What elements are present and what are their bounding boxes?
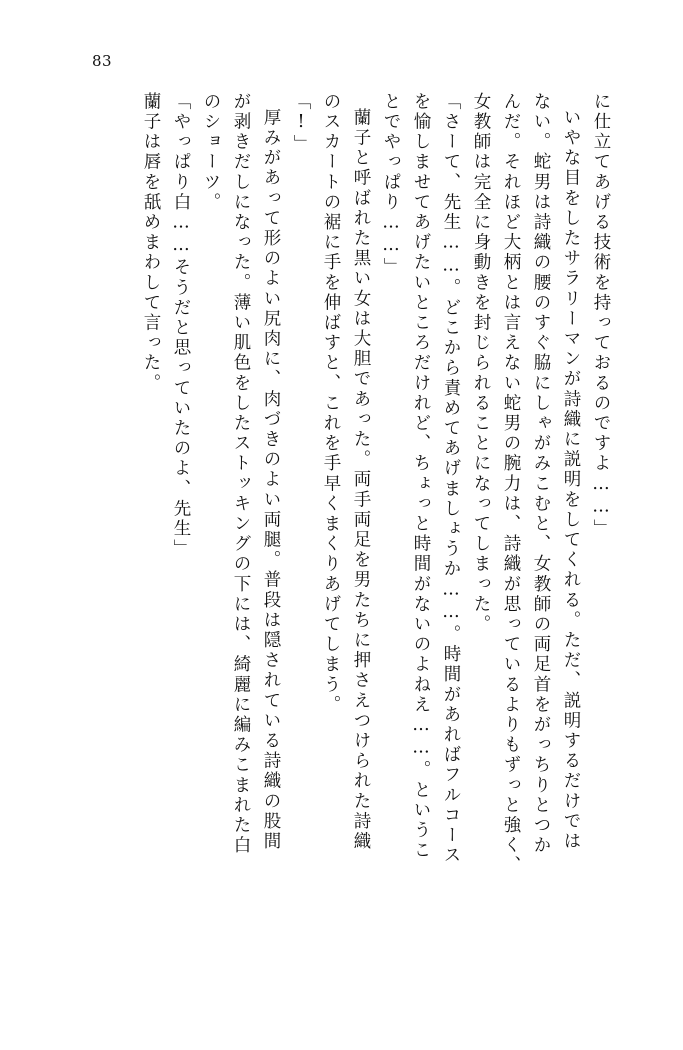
text-line: いやな目をしたサラリーマンが詩織に説明をしてくれる。ただ、説明するだけでは <box>561 108 581 852</box>
text-line: とでやっぱり……」 <box>381 92 401 278</box>
text-line: 「!」 <box>291 92 311 155</box>
text-line: 蘭子と呼ばれた黒い女は大胆であった。両手両足を男たちに押さえつけられた詩織 <box>351 108 371 852</box>
text-line: 厚みがあって形のよい尻肉に、肉づきのよい両腿。普段は隠されている詩織の股間 <box>261 108 281 852</box>
text-line: が剥きだしになった。薄い肌色をしたストッキングの下には、綺麗に編みこまれた白 <box>231 92 251 856</box>
text-line: のスカートの裾に手を伸ばすと、これを手早くまくりあげてしまう。 <box>321 92 341 716</box>
vertical-text-block <box>74 92 609 992</box>
text-line: 蘭子は唇を舐めまわして言った。 <box>141 92 161 394</box>
text-line: に仕立てあげる技術を持っておるのですよ……」 <box>591 92 611 540</box>
text-line: 女教師は完全に身動きを封じられることになってしまった。 <box>471 92 491 635</box>
text-line: 「やっぱり白……そうだと思っていたのよ、先生」 <box>171 92 191 560</box>
text-line: ない。蛇男は詩織の腰のすぐ脇にしゃがみこむと、女教師の両足首をがっちりとつか <box>531 92 551 856</box>
text-line: を愉しませてあげたいところだけれど、ちょっと時間がないのよねえ……。というこ <box>411 92 431 861</box>
page-number: 83 <box>92 52 113 70</box>
text-line: のショーツ。 <box>201 92 221 213</box>
text-line: 「さーて、先生……。どこから責めてあげましょうか……。時間があればフルコース <box>441 92 461 866</box>
text-line: んだ。それほど大柄とは言えない蛇男の腕力は、詩織が思っているよりもずっと強く、 <box>501 92 521 876</box>
